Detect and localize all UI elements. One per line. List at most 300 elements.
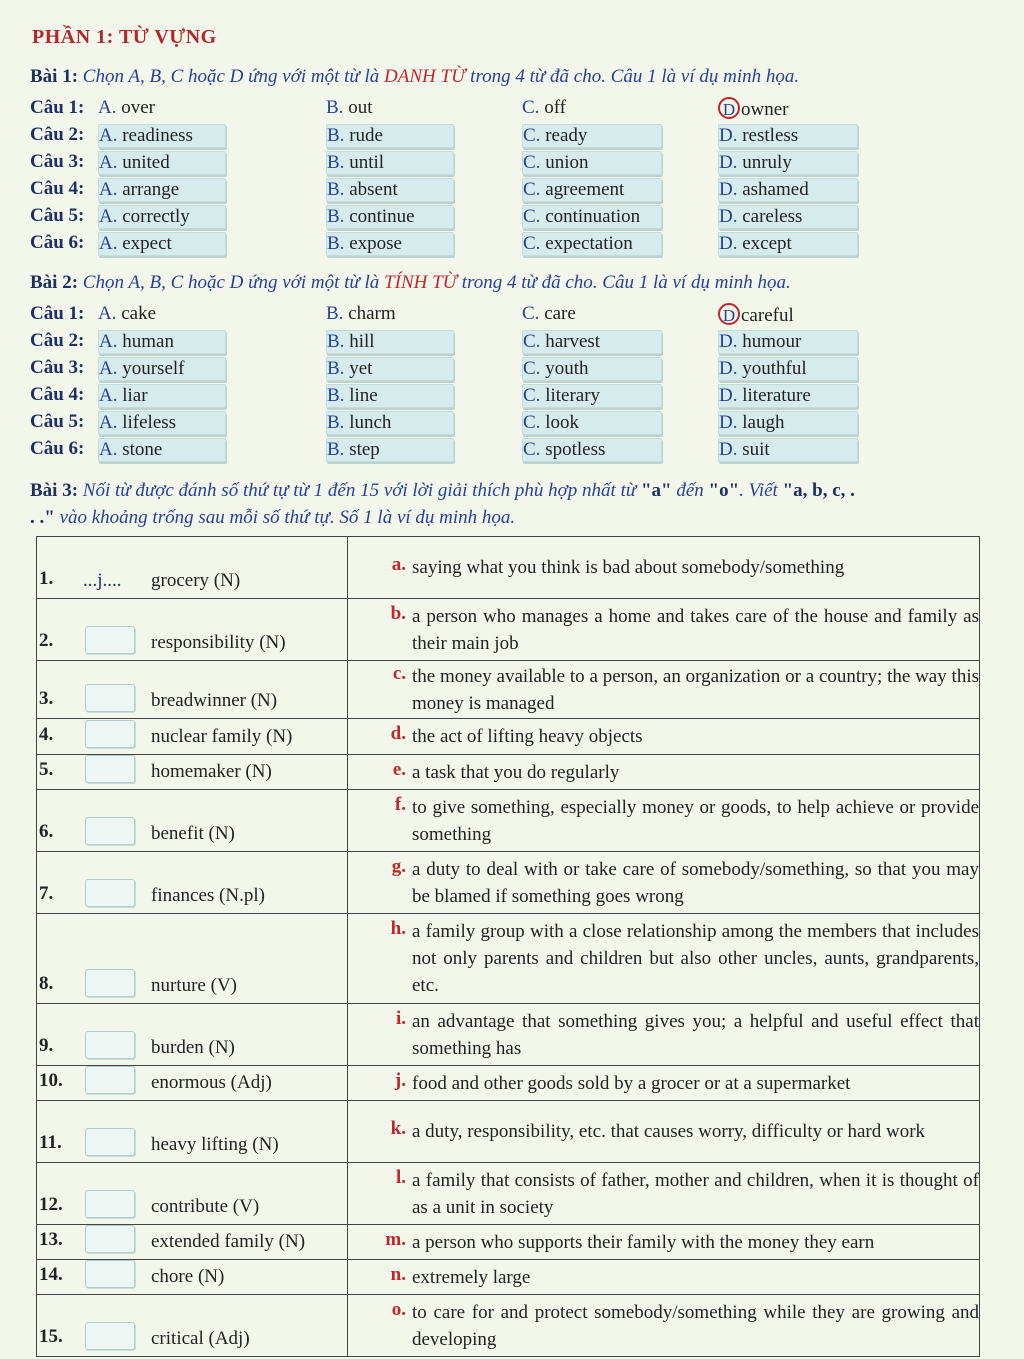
option-word: literary	[545, 385, 601, 406]
option-letter: C.	[523, 125, 541, 146]
option-letter: A.	[99, 331, 118, 352]
term-word: nurture (V)	[151, 975, 237, 996]
term-word: grocery (N)	[151, 570, 241, 591]
option-letter: A.	[99, 233, 118, 254]
option-word: arrange	[122, 179, 180, 200]
term-cell	[37, 537, 348, 599]
option-word: spotless	[545, 439, 606, 460]
definition-cell	[348, 755, 980, 790]
option-d[interactable]	[718, 438, 858, 462]
definition-text: a family group with a close relationship among the members that includes not only parents and children but also other uncles, aunts, grandparents, etc.	[412, 921, 979, 996]
option-word: until	[349, 152, 385, 173]
option-word: care	[544, 303, 576, 324]
option-letter: B.	[327, 412, 345, 433]
term-cell	[37, 719, 348, 755]
definition-text: a person who supports their family with the money they earn	[412, 1231, 875, 1253]
term-word: breadwinner (N)	[151, 690, 278, 711]
option-letter: C.	[523, 331, 541, 352]
option-letter: B.	[327, 358, 345, 379]
definition-text: saying what you think is bad about somebody/something	[412, 557, 845, 578]
option-word: except	[742, 233, 792, 254]
exercise-3-heading	[30, 478, 1005, 504]
exercise-1-instruction: Chọn A, B, C hoặc D ứng với một từ là DANH TỪ trong 4 từ đã cho. Câu 1 là ví dụ minh họa.	[82, 66, 800, 87]
option-letter: A.	[99, 206, 118, 227]
option-b[interactable]	[326, 438, 454, 462]
definition-letter: i.	[395, 1007, 406, 1029]
option-c[interactable]	[522, 303, 576, 325]
option-b[interactable]	[326, 97, 372, 119]
option-letter: C.	[523, 152, 541, 173]
exercise-3-instruction-line2: . ." vào khoảng trống sau mỗi số thứ tự. Số 1 là ví dụ minh họa.	[30, 507, 516, 528]
option-d[interactable]	[718, 232, 858, 256]
option-letter: D.	[719, 331, 738, 352]
option-letter: D.	[719, 152, 738, 173]
question-number: Câu 1:	[30, 303, 85, 324]
definition-letter: a.	[391, 554, 406, 575]
table-row	[37, 1004, 980, 1066]
question-number: Câu 6:	[30, 438, 85, 459]
option-letter: A.	[99, 152, 118, 173]
circled-answer-icon: D	[718, 97, 740, 119]
option-word: ashamed	[742, 179, 809, 200]
definition-cell	[348, 719, 980, 755]
option-d[interactable]	[718, 330, 858, 354]
definition-text: a task that you do regularly	[412, 761, 620, 783]
option-letter: B.	[327, 125, 345, 146]
option-word: agreement	[545, 179, 625, 200]
option-a[interactable]	[98, 151, 226, 175]
option-b[interactable]	[326, 357, 454, 381]
option-word: rude	[349, 125, 383, 146]
answer-box[interactable]	[85, 1260, 135, 1288]
exercise-1-heading	[30, 64, 799, 90]
answer-box[interactable]	[85, 1031, 135, 1059]
option-c[interactable]	[522, 124, 662, 148]
row-number: 1.	[39, 568, 54, 589]
answer-box[interactable]	[85, 1322, 135, 1350]
definition-cell	[348, 1225, 980, 1260]
option-d[interactable]	[718, 384, 858, 408]
term-cell	[37, 1101, 348, 1163]
option-letter: A.	[99, 439, 118, 460]
exercise-3-instruction: Nối từ được đánh số thứ tự từ 1 đến 15 với lời giải thích phù hợp nhất từ "a" đến "o". Viết "a, b, c, .	[82, 480, 855, 501]
question-number: Câu 1:	[30, 97, 85, 118]
answer-box[interactable]	[85, 1066, 135, 1094]
question-row	[30, 232, 990, 258]
question-number: Câu 2:	[30, 330, 85, 351]
option-c[interactable]	[522, 232, 662, 256]
option-letter: D.	[719, 358, 738, 379]
option-a[interactable]	[98, 178, 226, 202]
option-word: human	[122, 331, 174, 352]
option-letter: B.	[327, 331, 345, 352]
option-word: yet	[349, 358, 373, 379]
option-letter: D.	[719, 233, 738, 254]
option-word: expect	[122, 233, 172, 254]
option-word: out	[348, 97, 373, 118]
definition-cell	[348, 537, 980, 599]
term-cell	[37, 790, 348, 852]
option-a[interactable]	[98, 303, 156, 325]
answer-box[interactable]	[85, 684, 135, 712]
circled-answer-icon: D	[718, 303, 740, 325]
definition-letter: o.	[391, 1298, 406, 1320]
option-word: careful	[741, 305, 794, 326]
definition-cell	[348, 1101, 980, 1163]
table-row	[37, 914, 980, 1004]
question-number: Câu 2:	[30, 124, 85, 145]
option-word: owner	[741, 99, 789, 120]
term-word: critical (Adj)	[151, 1328, 250, 1349]
term-word: chore (N)	[151, 1266, 225, 1287]
exercise-1-label: Bài 1:	[30, 66, 79, 87]
question-row	[30, 330, 990, 356]
option-d[interactable]	[718, 97, 788, 119]
definition-letter: l.	[395, 1166, 406, 1188]
option-a[interactable]	[98, 357, 226, 381]
definition-letter: d.	[390, 723, 406, 744]
term-cell	[37, 1225, 348, 1260]
option-c[interactable]	[522, 178, 662, 202]
option-letter: A.	[98, 97, 117, 118]
option-word: expectation	[545, 233, 633, 254]
option-a[interactable]	[98, 411, 226, 435]
option-word: harvest	[545, 331, 601, 352]
option-letter: B.	[327, 439, 345, 460]
option-c[interactable]	[522, 330, 662, 354]
question-row	[30, 178, 990, 204]
option-letter: A.	[99, 412, 118, 433]
definition-cell	[348, 852, 980, 914]
definition-text: to give something, especially money or goods, to help achieve or provide something	[412, 796, 979, 845]
term-cell	[37, 852, 348, 914]
option-b[interactable]	[326, 384, 454, 408]
definition-cell	[348, 1260, 980, 1295]
option-word: continuation	[545, 206, 641, 227]
table-row	[37, 1066, 980, 1101]
question-row	[30, 357, 990, 383]
option-letter: B.	[327, 152, 345, 173]
definition-text: a person who manages a home and takes care of the house and family as their main job	[412, 605, 979, 654]
question-row	[30, 303, 990, 329]
option-letter: A.	[99, 179, 118, 200]
question-number: Câu 4:	[30, 384, 85, 405]
term-cell	[37, 1163, 348, 1225]
option-d[interactable]	[718, 124, 858, 148]
term-cell	[37, 599, 348, 661]
answer-box[interactable]	[85, 817, 135, 845]
option-word: over	[121, 97, 155, 118]
table-row	[37, 599, 980, 661]
option-letter: B.	[327, 206, 345, 227]
definition-cell	[348, 1004, 980, 1066]
option-letter: A.	[99, 358, 118, 379]
definition-letter: j.	[394, 1069, 406, 1091]
definition-text: a family that consists of father, mother and children, when it is thought of as a unit in society	[412, 1169, 979, 1218]
definition-cell	[348, 914, 980, 1004]
row-number: 6.	[39, 821, 54, 842]
definition-letter: k.	[390, 1118, 406, 1139]
table-row	[37, 719, 980, 755]
table-row	[37, 755, 980, 790]
question-row	[30, 205, 990, 231]
definition-cell	[348, 661, 980, 719]
definition-cell	[348, 1295, 980, 1357]
option-a[interactable]	[98, 384, 226, 408]
row-number: 15.	[39, 1326, 63, 1347]
option-word: suit	[742, 439, 770, 460]
definition-text: the money available to a person, an organization or a country; the way this money is managed	[412, 665, 979, 714]
answer-box[interactable]	[85, 1190, 135, 1218]
table-row	[37, 1163, 980, 1225]
option-letter: D.	[719, 439, 738, 460]
term-cell	[37, 1066, 348, 1101]
option-c[interactable]	[522, 384, 662, 408]
option-b[interactable]	[326, 151, 454, 175]
option-letter: A.	[99, 385, 118, 406]
term-word: nuclear family (N)	[151, 726, 293, 747]
definition-text: extremely large	[412, 1266, 531, 1288]
option-a[interactable]	[98, 330, 226, 354]
row-number: 5.	[39, 759, 54, 780]
row-number: 4.	[39, 724, 54, 745]
row-number: 11.	[39, 1132, 62, 1153]
term-cell	[37, 1004, 348, 1066]
option-letter: B.	[327, 179, 345, 200]
answer-box[interactable]	[85, 879, 135, 907]
option-letter: C.	[523, 358, 541, 379]
term-cell	[37, 914, 348, 1004]
option-b[interactable]	[326, 232, 454, 256]
option-letter: C.	[522, 303, 540, 324]
question-number: Câu 3:	[30, 151, 85, 172]
definition-text: to care for and protect somebody/something while they are growing and developing	[412, 1301, 979, 1350]
option-a[interactable]	[98, 124, 226, 148]
definition-cell	[348, 1066, 980, 1101]
option-word: laugh	[742, 412, 785, 433]
option-letter: D.	[719, 206, 738, 227]
option-a[interactable]	[98, 232, 226, 256]
question-number: Câu 5:	[30, 205, 85, 226]
question-number: Câu 5:	[30, 411, 85, 432]
question-number: Câu 6:	[30, 232, 85, 253]
option-word: united	[122, 152, 170, 173]
question-row	[30, 124, 990, 150]
term-word: homemaker (N)	[151, 761, 272, 782]
term-word: extended family (N)	[151, 1231, 306, 1252]
term-cell	[37, 661, 348, 719]
option-letter: C.	[523, 233, 541, 254]
section-title: PHẦN 1: TỪ VỰNG	[32, 26, 217, 48]
option-c[interactable]	[522, 411, 662, 435]
definition-letter: f.	[394, 793, 406, 815]
definition-text: an advantage that something gives you; a helpful and useful effect that something has	[412, 1010, 979, 1059]
row-number: 12.	[39, 1194, 63, 1215]
term-word: benefit (N)	[151, 823, 235, 844]
option-b[interactable]	[326, 178, 454, 202]
question-number: Câu 3:	[30, 357, 85, 378]
option-word: readiness	[122, 125, 193, 146]
question-row	[30, 411, 990, 437]
option-letter: B.	[326, 303, 344, 324]
table-row	[37, 790, 980, 852]
option-d[interactable]	[718, 178, 858, 202]
term-word: contribute (V)	[151, 1196, 260, 1217]
answer-box[interactable]	[85, 720, 135, 748]
option-word: ready	[545, 125, 588, 146]
option-c[interactable]	[522, 97, 566, 119]
option-d[interactable]	[718, 303, 794, 325]
definition-cell	[348, 599, 980, 661]
option-d[interactable]	[718, 151, 858, 175]
definition-letter: g.	[391, 855, 406, 877]
option-letter: B.	[327, 233, 345, 254]
option-word: correctly	[122, 206, 190, 227]
answer-box[interactable]	[85, 626, 135, 654]
option-letter: B.	[327, 385, 345, 406]
table-row	[37, 1225, 980, 1260]
table-row	[37, 661, 980, 719]
option-letter: B.	[326, 97, 344, 118]
row-number: 10.	[39, 1070, 63, 1091]
answer-box[interactable]	[85, 755, 135, 783]
option-a[interactable]	[98, 97, 155, 119]
definition-letter: h.	[390, 918, 406, 939]
option-letter: C.	[523, 206, 541, 227]
option-letter: D.	[719, 125, 738, 146]
definition-letter: b.	[390, 602, 406, 624]
example-answer: ...j....	[83, 570, 122, 591]
term-cell	[37, 1260, 348, 1295]
option-a[interactable]	[98, 438, 226, 462]
answer-box[interactable]	[85, 1128, 135, 1156]
option-word: cake	[121, 303, 157, 324]
option-word: hill	[349, 331, 375, 352]
option-letter: D.	[719, 412, 738, 433]
option-c[interactable]	[522, 357, 662, 381]
option-a[interactable]	[98, 205, 226, 229]
option-letter: A.	[99, 125, 118, 146]
option-word: humour	[742, 331, 802, 352]
option-b[interactable]	[326, 303, 396, 325]
definition-letter: e.	[392, 758, 406, 780]
row-number: 8.	[39, 973, 54, 994]
option-letter: D.	[719, 179, 738, 200]
question-row	[30, 97, 990, 123]
option-word: union	[545, 152, 589, 173]
option-word: charm	[348, 303, 396, 324]
option-letter: D.	[719, 385, 738, 406]
option-c[interactable]	[522, 205, 662, 229]
term-word: finances (N.pl)	[151, 885, 265, 906]
option-word: literature	[742, 385, 811, 406]
option-word: youth	[545, 358, 589, 379]
option-letter: C.	[523, 385, 541, 406]
option-b[interactable]	[326, 205, 454, 229]
option-word: expose	[349, 233, 402, 254]
option-word: lifeless	[122, 412, 177, 433]
option-d[interactable]	[718, 411, 858, 435]
table-row	[37, 852, 980, 914]
option-letter: C.	[523, 412, 541, 433]
term-word: burden (N)	[151, 1037, 235, 1058]
exercise-2-label: Bài 2:	[30, 272, 79, 293]
option-word: stone	[122, 439, 163, 460]
row-number: 14.	[39, 1264, 63, 1285]
option-word: absent	[349, 179, 398, 200]
option-b[interactable]	[326, 411, 454, 435]
option-c[interactable]	[522, 438, 662, 462]
option-d[interactable]	[718, 357, 858, 381]
row-number: 13.	[39, 1229, 63, 1250]
option-letter: C.	[523, 439, 541, 460]
option-word: yourself	[122, 358, 185, 379]
term-cell	[37, 755, 348, 790]
answer-box[interactable]	[85, 969, 135, 997]
table-row	[37, 1101, 980, 1163]
definition-text: a duty to deal with or take care of somebody/something, so that you may be blamed if something goes wrong	[412, 858, 979, 907]
term-word: responsibility (N)	[151, 632, 286, 653]
exercise-3-label: Bài 3:	[30, 480, 79, 501]
term-word: enormous (Adj)	[151, 1072, 272, 1093]
option-word: look	[545, 412, 579, 433]
row-number: 3.	[39, 688, 54, 709]
table-row	[37, 537, 980, 599]
table-row	[37, 1260, 980, 1295]
option-c[interactable]	[522, 151, 662, 175]
definition-letter: n.	[390, 1263, 406, 1285]
option-word: restless	[742, 125, 799, 146]
option-word: unruly	[742, 152, 792, 173]
term-cell	[37, 1295, 348, 1357]
option-letter: A.	[98, 303, 117, 324]
definition-letter: m.	[385, 1228, 406, 1250]
option-d[interactable]	[718, 205, 858, 229]
row-number: 7.	[39, 883, 54, 904]
row-number: 2.	[39, 630, 54, 651]
definition-text: a duty, responsibility, etc. that causes worry, difficulty or hard work	[412, 1121, 926, 1142]
option-word: off	[544, 97, 566, 118]
exercise-2-heading	[30, 270, 791, 296]
option-word: lunch	[349, 412, 392, 433]
option-b[interactable]	[326, 124, 454, 148]
question-number: Câu 4:	[30, 178, 85, 199]
definition-cell	[348, 790, 980, 852]
matching-table	[36, 536, 980, 1357]
option-word: youthful	[742, 358, 807, 379]
option-letter: C.	[522, 97, 540, 118]
option-b[interactable]	[326, 330, 454, 354]
table-row	[37, 1295, 980, 1357]
row-number: 9.	[39, 1035, 54, 1056]
definition-text: the act of lifting heavy objects	[412, 726, 643, 747]
option-word: continue	[349, 206, 415, 227]
exercise-2-instruction: Chọn A, B, C hoặc D ứng với một từ là TÍNH TỪ trong 4 từ đã cho. Câu 1 là ví dụ minh họa.	[82, 272, 791, 293]
option-word: liar	[122, 385, 148, 406]
option-word: line	[349, 385, 378, 406]
answer-box[interactable]	[85, 1225, 135, 1253]
option-word: step	[349, 439, 380, 460]
question-row	[30, 438, 990, 464]
definition-letter: c.	[392, 662, 406, 684]
term-word: heavy lifting (N)	[151, 1134, 279, 1155]
question-row	[30, 151, 990, 177]
question-row	[30, 384, 990, 410]
definition-text: food and other goods sold by a grocer or at a supermarket	[412, 1072, 851, 1094]
definition-cell	[348, 1163, 980, 1225]
option-word: careless	[742, 206, 803, 227]
option-letter: C.	[523, 179, 541, 200]
